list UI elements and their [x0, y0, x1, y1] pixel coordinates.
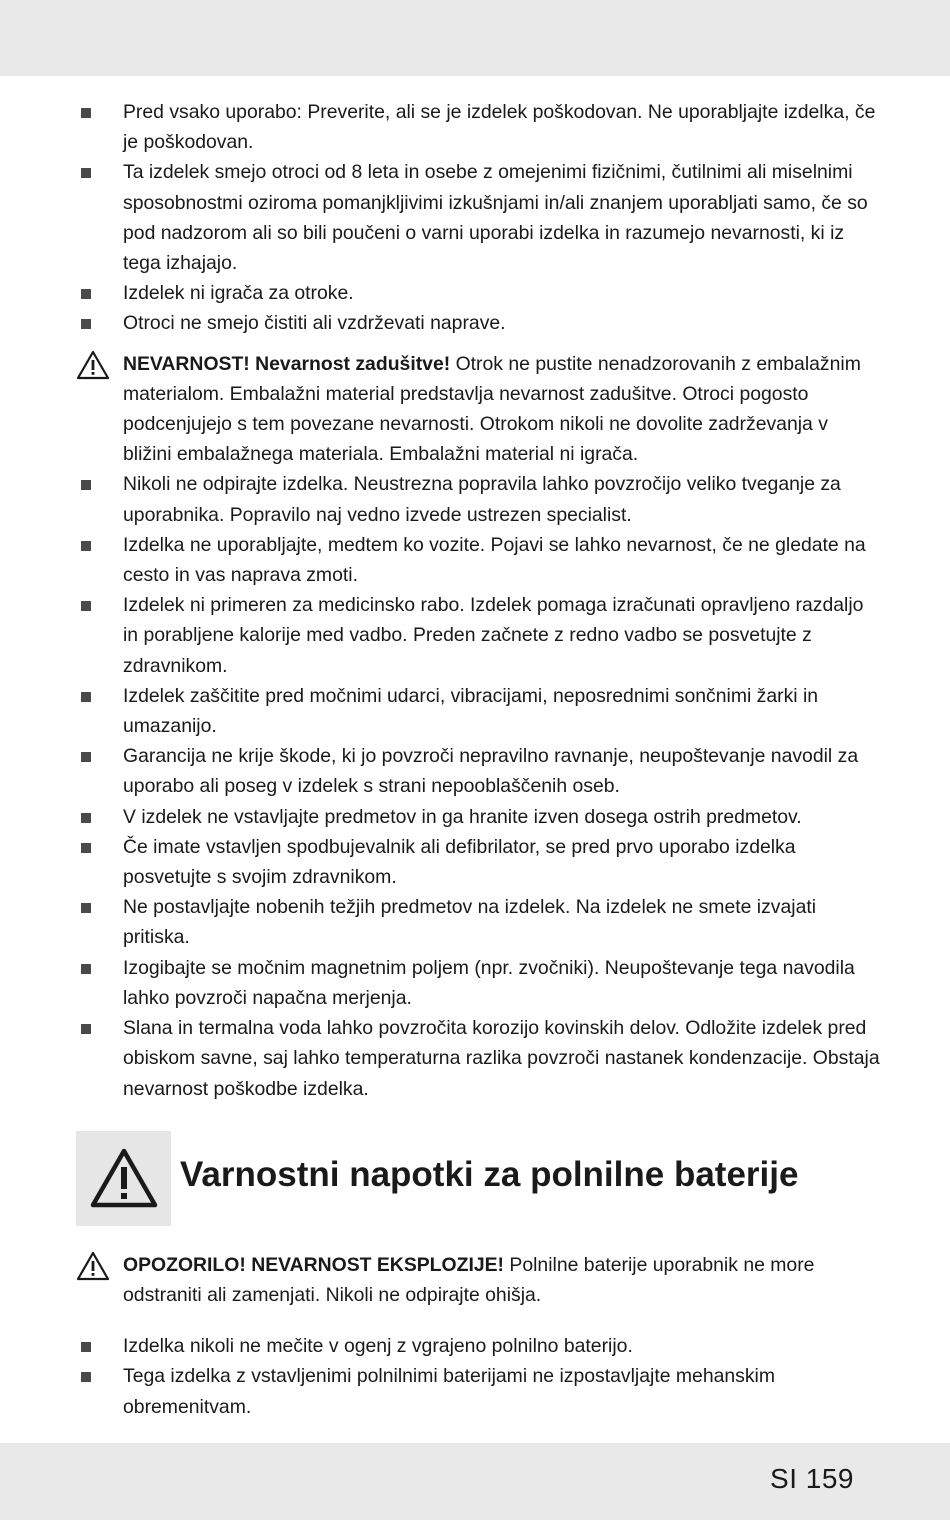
section-heading: [0, 1131, 950, 1226]
warning-triangle-icon: [76, 350, 110, 380]
list-item: Slana in termalna voda lahko povzročita korozijo kovinskih delov. Odložite izdelek pred obiskom savne, saj lahko temperaturna razlika povzroči nastanek kondenzacije. Obstaja nevarnost poškodbe izdelka.: [0, 1013, 950, 1104]
list-item: Izdelka ne uporabljajte, medtem ko vozite. Pojavi se lahko nevarnost, če ne gledate na cesto in vas naprava zmoti.: [0, 530, 950, 590]
list-item: Nikoli ne odpirajte izdelka. Neustrezna popravila lahko povzročijo veliko tveganje za uporabnika. Popravilo naj vedno izvede ustrezen specialist.: [0, 469, 950, 529]
bullet-square-icon: [81, 964, 91, 974]
list-item: Garancija ne krije škode, ki jo povzroči nepravilno ravnanje, neupoštevanje navodil za uporabo ali poseg v izdelek s strani nepooblaščenih oseb.: [0, 741, 950, 801]
list-item: Izdelek ni primeren za medicinsko rabo. Izdelek pomaga izračunati opravljeno razdaljo in porabljene kalorije med vadbo. Preden začnete z redno vadbo se posvetujte z zdravnikom.: [0, 590, 950, 681]
list-item: Otroci ne smejo čistiti ali vzdrževati naprave.: [0, 308, 950, 338]
list-item: Ne postavljajte nobenih težjih predmetov na izdelek. Na izdelek ne smete izvajati pritiska.: [0, 892, 950, 952]
warning-item: OPOZORILO! NEVARNOST EKSPLOZIJE! Polnilne baterije uporabnik ne more odstraniti ali zamenjati. Nikoli ne odpirajte ohišja.: [0, 1250, 950, 1310]
bullet-square-icon: [81, 843, 91, 853]
warning-triangle-icon: [76, 1251, 110, 1281]
list-item: V izdelek ne vstavljajte predmetov in ga hranite izven dosega ostrih predmetov.: [0, 802, 950, 832]
section-title: Varnostni napotki za polnilne baterije: [180, 1154, 799, 1194]
safety-list: [0, 97, 950, 1104]
page-content: [0, 97, 950, 1422]
list-item: Izdelek ni igrača za otroke.: [0, 278, 950, 308]
bullet-square-icon: [81, 813, 91, 823]
list-item: Ta izdelek smejo otroci od 8 leta in osebe z omejenimi fizičnimi, čutilnimi ali miselnimi sposobnostmi oziroma pomanjkljivimi izkušnjami in/ali znanjem uporabljati samo, če so pod nadzorom ali so bili poučeni o varni uporabi izdelka in razumejo nevarnosti, ki iz tega izhajajo.: [0, 157, 950, 278]
bullet-square-icon: [81, 108, 91, 118]
bullet-square-icon: [81, 903, 91, 913]
bullet-square-icon: [81, 168, 91, 178]
bullet-square-icon: [81, 601, 91, 611]
header-band: [0, 0, 950, 76]
warning-label: NEVARNOST! Nevarnost zadušitve!: [123, 352, 451, 375]
warning-item: NEVARNOST! Nevarnost zadušitve! Otrok ne pustite nenadzorovanih z embalažnim materialom. Embalažni material predstavlja nevarnost zadušitve. Otroci pogosto podcenjujejo s tem povezane nevarnosti. Otrokom nikoli ne dovolite zadrževanja v bližini embalažnega materiala. Embalažni material ni igrača.: [0, 349, 950, 470]
bullet-square-icon: [81, 319, 91, 329]
list-item: Izdelek zaščitite pred močnimi udarci, vibracijami, neposrednimi sončnimi žarki in umazanijo.: [0, 681, 950, 741]
bullet-square-icon: [81, 1372, 91, 1382]
list-item: Pred vsako uporabo: Preverite, ali se je izdelek poškodovan. Ne uporabljajte izdelka, če je poškodovan.: [0, 97, 950, 157]
bullet-square-icon: [81, 541, 91, 551]
warning-triangle-icon: [89, 1147, 159, 1209]
bullet-square-icon: [81, 752, 91, 762]
bullet-square-icon: [81, 1342, 91, 1352]
bullet-square-icon: [81, 692, 91, 702]
warning-label: OPOZORILO! NEVARNOST EKSPLOZIJE!: [123, 1253, 505, 1276]
list-item: Izogibajte se močnim magnetnim poljem (npr. zvočniki). Neupoštevanje tega navodila lahko povzroči napačna merjenja.: [0, 953, 950, 1013]
list-item: Izdelka nikoli ne mečite v ogenj z vgrajeno polnilno baterijo.: [0, 1331, 950, 1361]
bullet-square-icon: [81, 1024, 91, 1034]
heading-icon-box: [76, 1131, 171, 1226]
page-number: SI 159: [770, 1463, 854, 1494]
bullet-square-icon: [81, 289, 91, 299]
list-item: Tega izdelka z vstavljenimi polnilnimi baterijami ne izpostavljajte mehanskim obremenitvam.: [0, 1361, 950, 1421]
battery-safety-list: [0, 1331, 950, 1422]
list-item: Če imate vstavljen spodbujevalnik ali defibrilator, se pred prvo uporabo izdelka posvetujte s svojim zdravnikom.: [0, 832, 950, 892]
bullet-square-icon: [81, 480, 91, 490]
